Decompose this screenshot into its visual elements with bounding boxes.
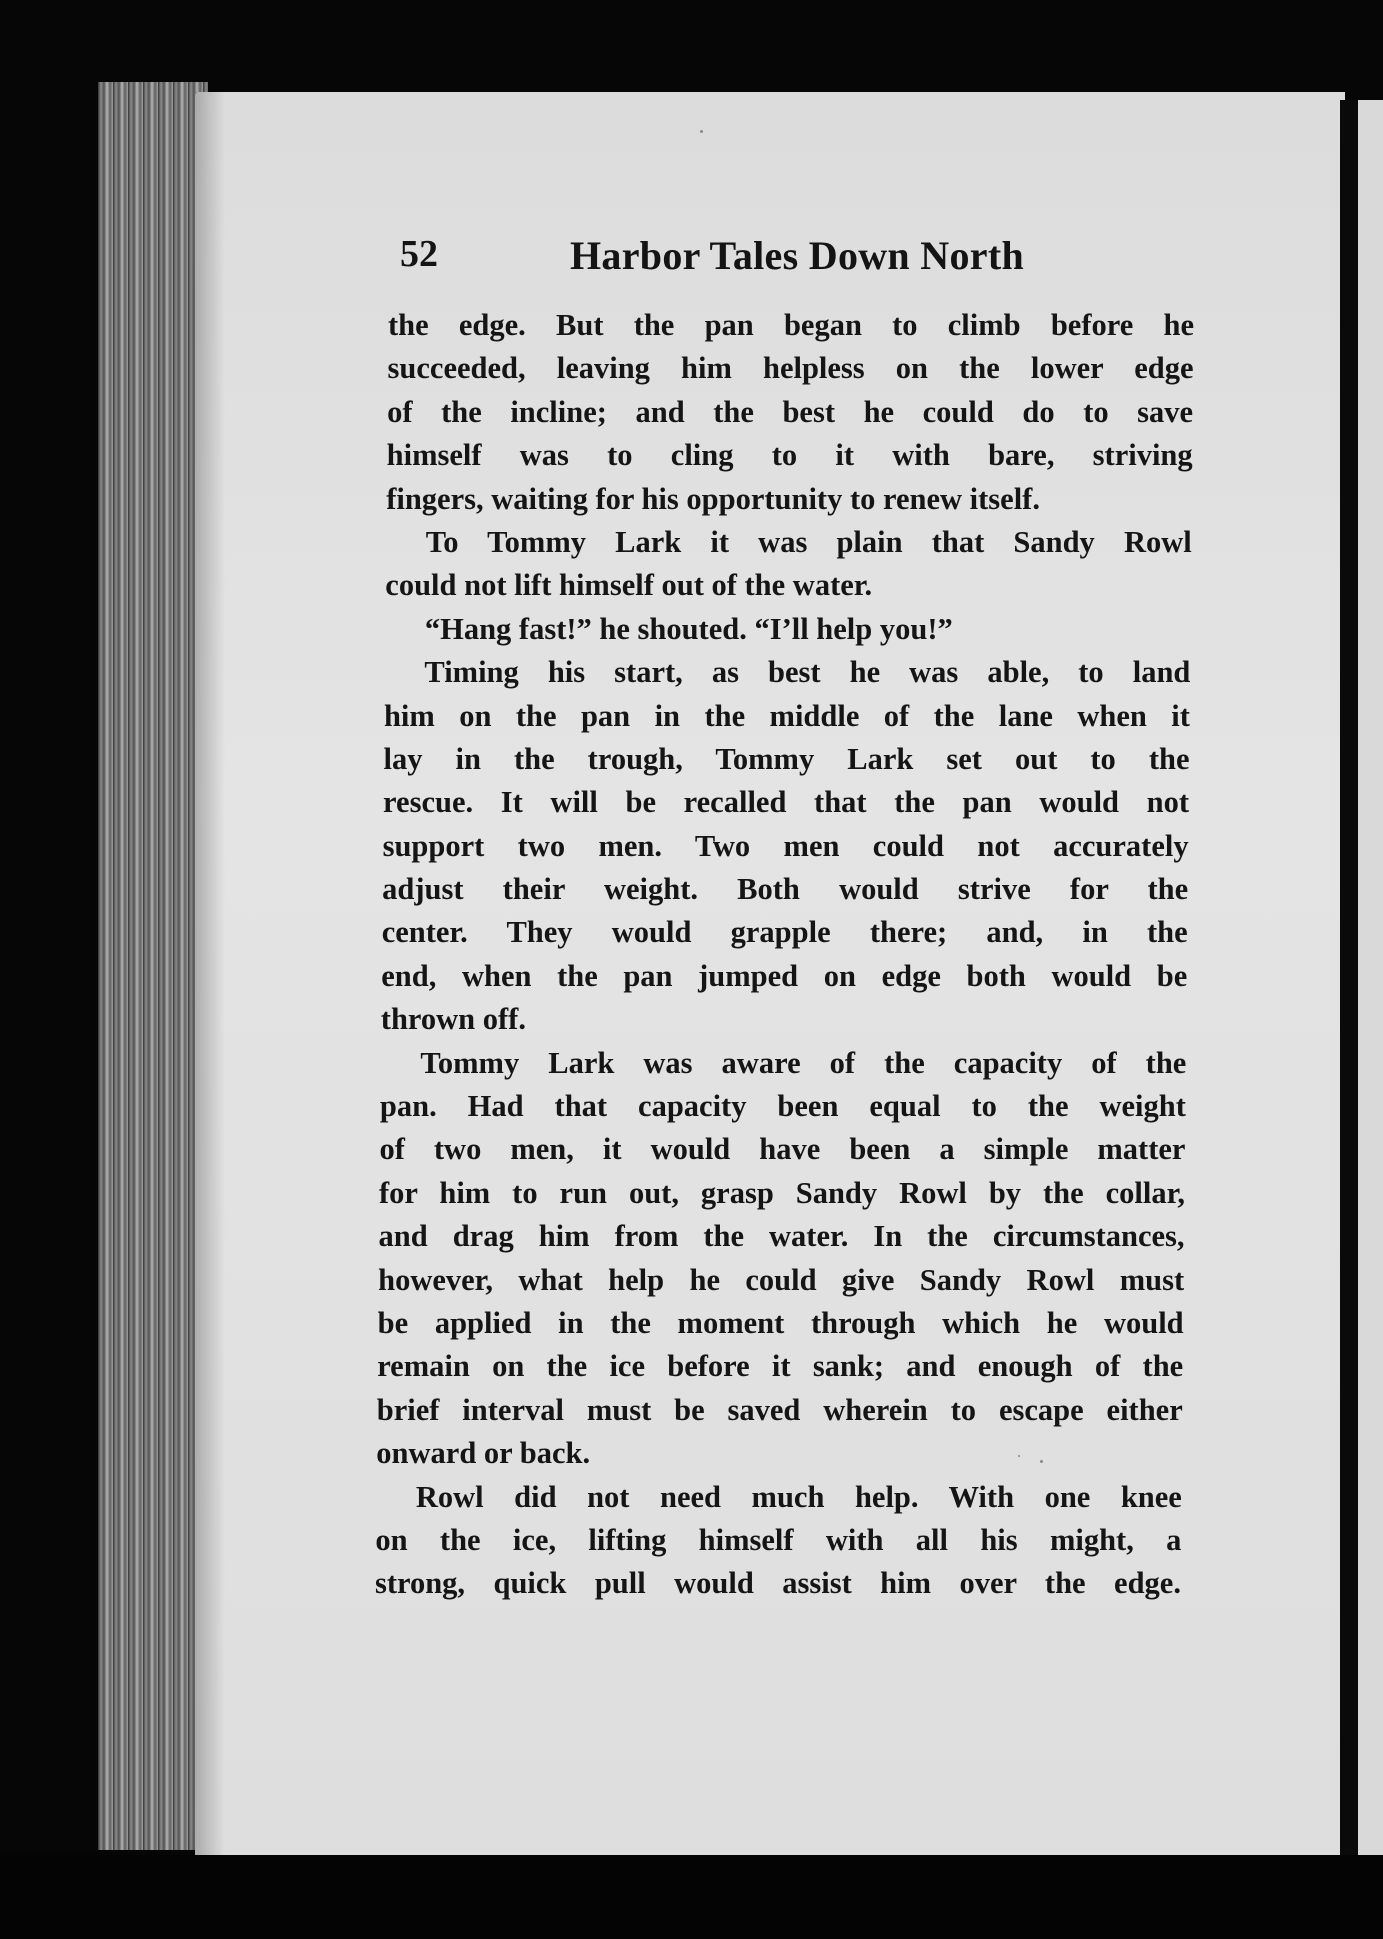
text-line: pan. Had that capacity been equal to the weight — [379, 1089, 1186, 1124]
paper-speck — [700, 130, 703, 133]
facing-page-sliver — [1358, 100, 1383, 1860]
text-line: Timing his start, as best he was able, to land — [424, 655, 1191, 690]
text-line: fingers, waiting for his opportunity to renew itself. — [386, 481, 1040, 516]
text-line: rescue. It will be recalled that the pan would not — [383, 785, 1190, 820]
text-line: be applied in the moment through which he would — [377, 1305, 1184, 1340]
scan-bottom-border — [0, 1855, 1383, 1939]
page-number: 52 — [400, 233, 438, 275]
running-title: Harbor Tales Down North — [570, 233, 1024, 278]
text-line: of the incline; and the best he could do to save — [387, 394, 1194, 429]
text-line: of two men, it would have been a simple matter — [379, 1132, 1186, 1167]
text-line: and drag him from the water. In the circumstances, — [378, 1219, 1185, 1254]
text-line: remain on the ice before it sank; and enough of the — [377, 1349, 1184, 1384]
text-line: strong, quick pull would assist him over the edge. — [374, 1566, 1181, 1601]
text-line: on the ice, lifting himself with all his might, a — [375, 1522, 1182, 1557]
text-line: himself was to cling to it with bare, striving — [386, 438, 1193, 473]
text-line: support two men. Two men could not accurately — [382, 828, 1189, 863]
text-line: center. They would grapple there; and, in the — [381, 915, 1188, 950]
text-line: thrown off. — [380, 1002, 526, 1037]
text-line: for him to run out, grasp Sandy Rowl by the collar, — [379, 1175, 1185, 1210]
text-line: adjust their weight. Both would strive for the — [382, 872, 1189, 907]
text-line: brief interval must be saved wherein to escape either — [376, 1392, 1183, 1427]
text-line: onward or back. — [376, 1436, 591, 1471]
text-line: Tommy Lark was aware of the capacity of the — [420, 1045, 1187, 1080]
text-line: Rowl did not need much help. With one knee — [415, 1479, 1182, 1514]
book-page-edges — [98, 82, 208, 1850]
facing-page-edge — [1340, 100, 1358, 1860]
running-head — [400, 232, 1100, 292]
text-line: could not lift himself out of the water. — [385, 568, 873, 603]
text-line: “Hang fast!” he shouted. “I’ll help you!” — [424, 611, 953, 646]
text-line: succeeded, leaving him helpless on the lower edge — [387, 351, 1194, 386]
gutter-shadow — [195, 92, 225, 1855]
text-line: the edge. But the pan began to climb before he — [388, 308, 1194, 342]
text-line: however, what help he could give Sandy Rowl must — [378, 1262, 1185, 1297]
text-line: To Tommy Lark it was plain that Sandy Rowl — [425, 524, 1192, 559]
page-body-text — [374, 304, 1194, 1606]
text-line: him on the pan in the middle of the lane when it — [383, 698, 1190, 733]
text-line: lay in the trough, Tommy Lark set out to the — [383, 741, 1190, 776]
text-line: end, when the pan jumped on edge both would be — [381, 958, 1188, 993]
